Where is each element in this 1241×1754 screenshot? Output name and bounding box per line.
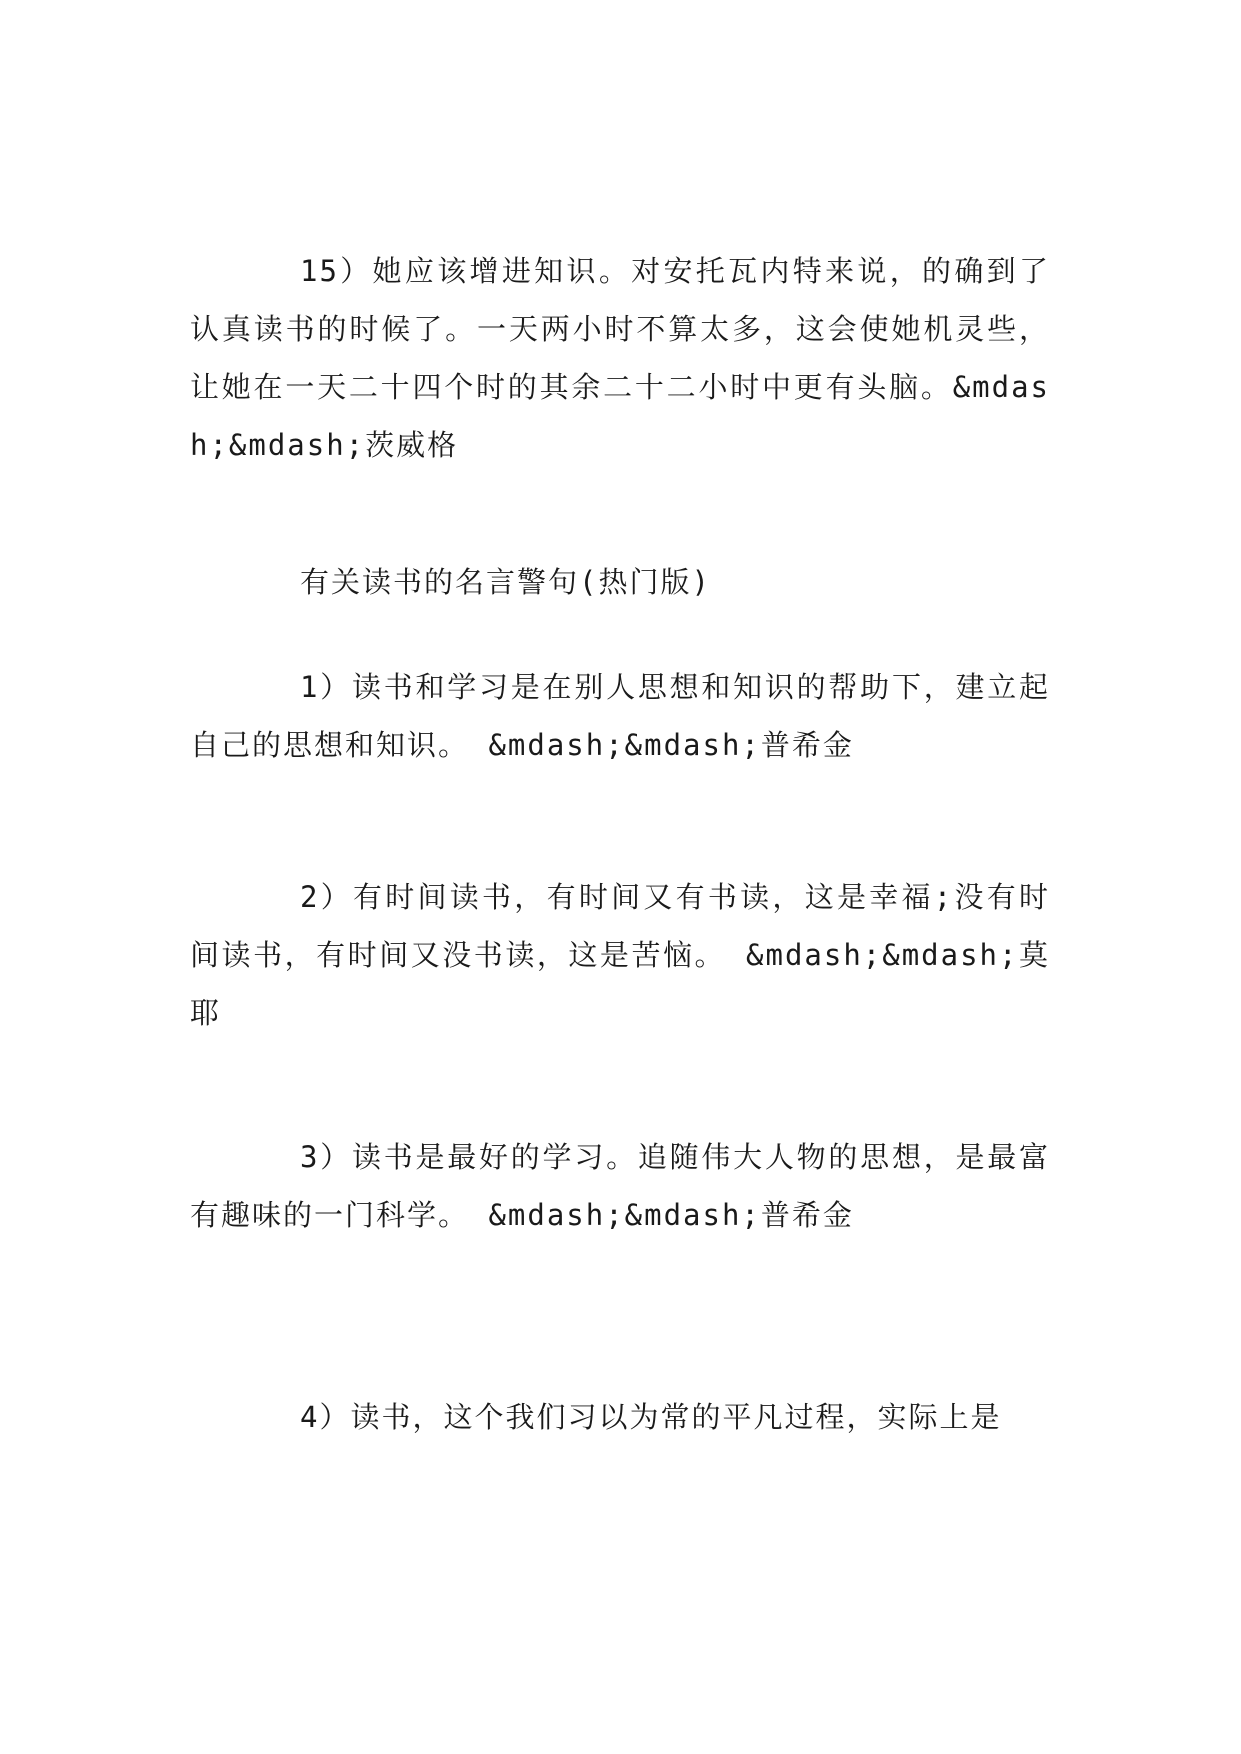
quote-paragraph-15: 15）她应该增进知识。对安托瓦内特来说，的确到了认真读书的时候了。一天两小时不算太多，这会使她机灵些，让她在一天二十四个时的其余二十二小时中更有头脑。&mdash;&mdash;茨威格 <box>190 254 1050 462</box>
quote-paragraph-4: 4）读书，这个我们习以为常的平凡过程，实际上是 <box>300 1400 1002 1434</box>
quote-paragraph-2: 2）有时间读书，有时间又有书读，这是幸福;没有时间读书，有时间又没书读，这是苦恼。 &mdash;&mdash;莫耶 <box>190 880 1050 1030</box>
section-heading: 有关读书的名言警句(热门版) <box>300 565 711 599</box>
quote-paragraph-3: 3）读书是最好的学习。追随伟大人物的思想，是最富有趣味的一门科学。 &mdash;&mdash;普希金 <box>190 1140 1050 1232</box>
quote-paragraph-1: 1）读书和学习是在别人思想和知识的帮助下，建立起自己的思想和知识。 &mdash;&mdash;普希金 <box>190 670 1050 762</box>
